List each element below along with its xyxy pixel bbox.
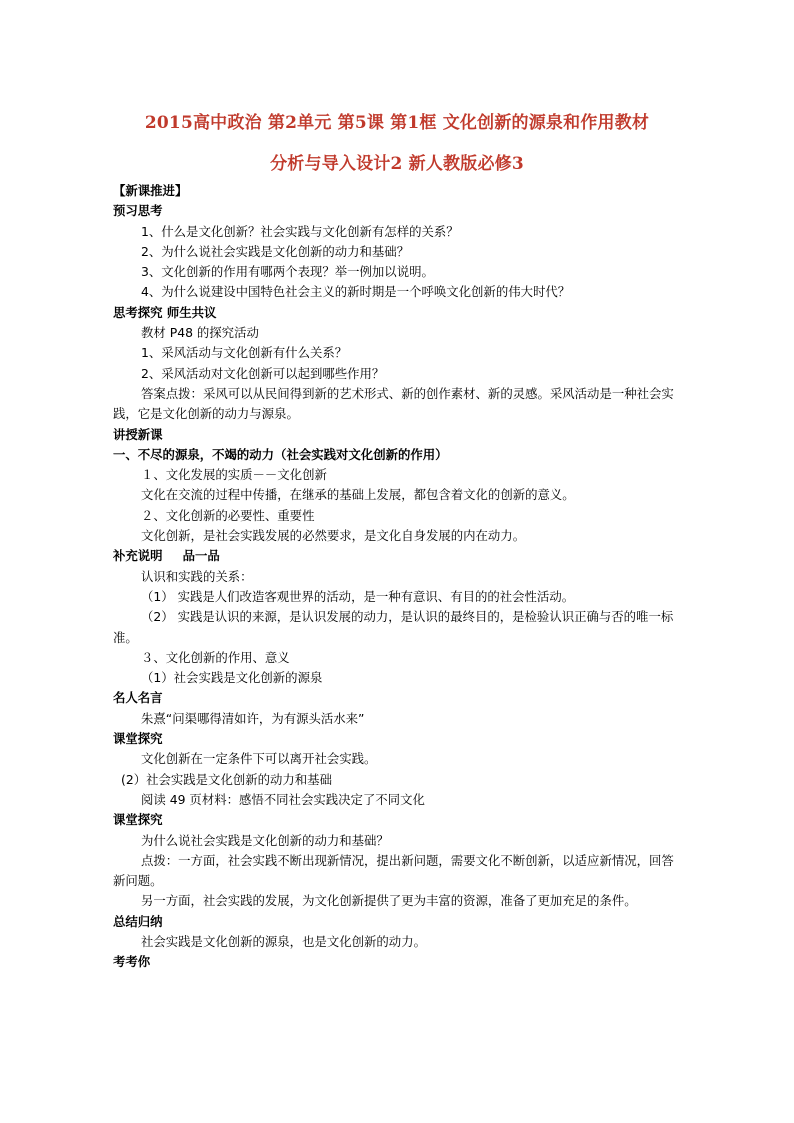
paragraph: 阅读 49 页材料：感悟不同社会实践决定了不同文化 [141,791,425,807]
section-heading: 讲授新课 [113,426,163,442]
paragraph: 认识和实践的关系： [141,568,253,584]
list-item: （1） 实践是人们改造客观世界的活动，是一种有意识、有目的的社会性活动。 [141,588,575,604]
section-heading: 考考你 [113,954,151,970]
question-item: 2、为什么说社会实践是文化创新的动力和基础？ [141,243,410,259]
section-heading: 课堂探究 [113,812,163,828]
section-heading: 预习思考 [113,203,163,219]
section-heading-text: 品一品 [182,548,220,564]
section-heading: 一、不尽的源泉，不竭的动力（社会实践对文化创新的作用） [113,446,448,462]
question-item: 2、采风活动对文化创新可以起到哪些作用？ [141,365,385,381]
answer-paragraph: 答案点拨：采风可以从民间得到新的艺术形式、新的创作素材、新的灵感。采风活动是一种社会实践，它是文化创新的动力与源泉。 [113,385,674,422]
list-item: １、文化发展的实质－－文化创新 [141,467,327,483]
section-heading [113,546,683,566]
section-heading: 思考探究 师生共议 [113,304,217,320]
quote: 朱熹“问渠哪得清如许，为有源头活水来” [141,710,365,726]
section-heading: 总结归纳 [113,913,163,929]
paragraph: 社会实践是文化创新的源泉，也是文化创新的动力。 [141,933,426,949]
paragraph: 文化创新，是社会实践发展的必然要求，是文化自身发展的内在动力。 [141,528,526,544]
section-heading: 课堂探究 [113,731,163,747]
section-heading: 【新课推进】 [113,183,188,198]
section-heading: 名人名言 [113,690,163,706]
question-item: 1、采风活动与文化创新有什么关系？ [141,345,348,361]
question-item: 为什么说社会实践是文化创新的动力和基础？ [141,832,389,848]
list-item: ２、文化创新的必要性、重要性 [141,507,315,523]
question-item: 4、为什么说建设中国特色社会主义的新时期是一个呼唤文化创新的伟大时代？ [141,284,571,300]
list-item: (2）社会实践是文化创新的动力和基础 [121,771,332,787]
paragraph: 教材 P48 的探究活动 [141,325,259,341]
answer-paragraph: 点拨：一方面，社会实践不断出现新情况，提出新问题，需要文化不断创新，以适应新情况，回答新问题。 [113,852,674,889]
section-heading-text: 补充说明 [113,548,163,564]
document-body [113,181,683,973]
question-item: 3、文化创新的作用有哪两个表现？举一例加以说明。 [141,264,434,280]
question-item: 1、什么是文化创新？社会实践与文化创新有怎样的关系？ [141,223,459,239]
list-item: （2） 实践是认识的来源，是认识发展的动力，是认识的最终目的，是检验认识正确与否的唯一标准。 [113,609,674,645]
document-title-line-2: 分析与导入设计2 新人教版必修3 [270,154,524,174]
paragraph: 文化创新在一定条件下可以离开社会实践。 [141,751,377,767]
paragraph: 文化在交流的过程中传播，在继承的基础上发展，都包含着文化的创新的意义。 [141,487,575,503]
answer-paragraph: 另一方面，社会实践的发展，为文化创新提供了更为丰富的资源，准备了更加充足的条件。 [141,893,637,909]
document-title-line-1: 2015高中政治 第2单元 第5课 第1框 文化创新的源泉和作用教材 [144,113,650,133]
list-item: （1）社会实践是文化创新的源泉 [141,670,323,686]
list-item: ３、文化创新的作用、意义 [141,649,290,665]
